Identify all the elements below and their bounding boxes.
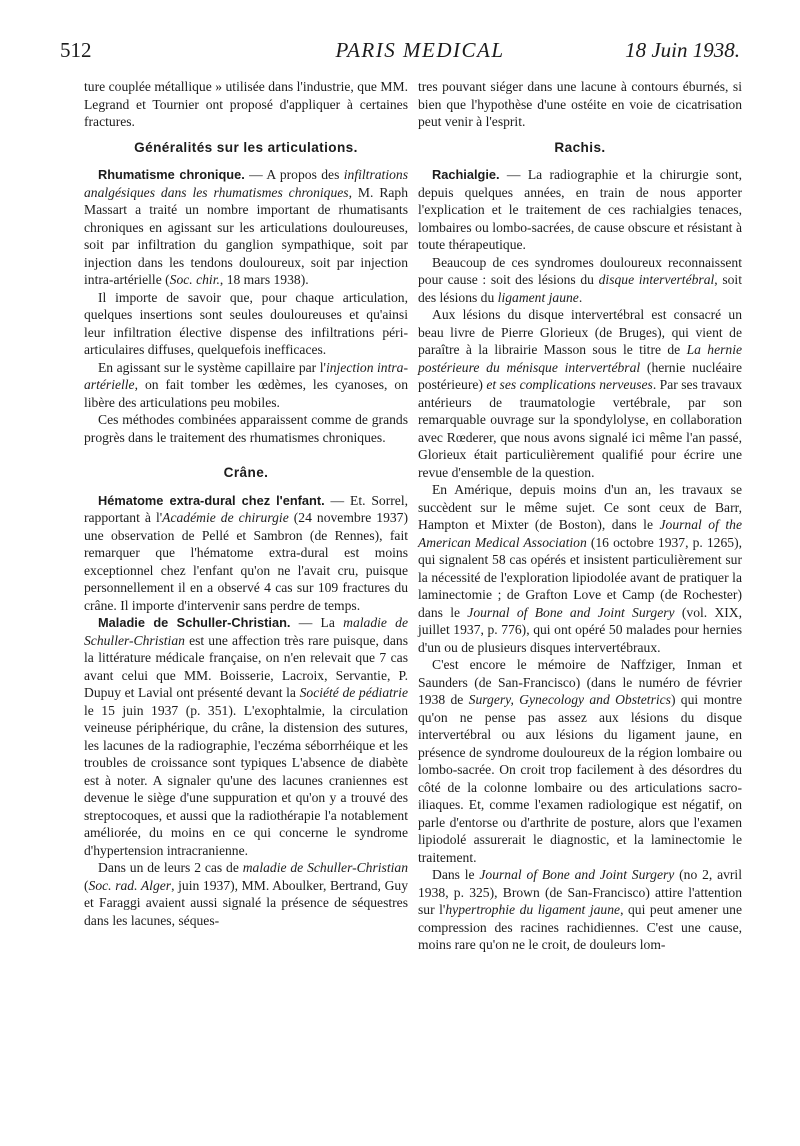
journal-title: PARIS MEDICAL [335,38,505,62]
left-column [84,78,408,929]
paragraph-amerique: En Amérique, depuis moins d'un an, les travaux se succèdent sur le même sujet. Ce sont ceux de Barr, Hampton et Mixter (de Boston), dans le Journal of the American Medical Association (16 octobre 1937, p. 1265), qui signalent 58 cas opérés et insistent particulièrement sur la nécessité de l'exploration lipiodolée avant de pratiquer la laminectomie ; de Grafton Love et Camp (de Rochester) dans le Journal of Bone and Joint Surgery (vol. XIX, juillet 1937, p. 776), qui ont opéré 50 malades pour hernies d'un ou de plusieurs disques intervertébraux. [418,482,743,655]
paragraph-dans-un: Dans un de leurs 2 cas de maladie de Schuller-Christian (Soc. rad. Alger, juin 1937), MM. Aboulker, Bertrand, Guy et Faraggi avaient aussi signalé la présence de séquestres dans les lacunes, séques- [84,860,409,928]
paragraph-rhumatisme: Rhumatisme chronique. — A propos des infiltrations analgésiques dans les rhumatismes chroniques, M. Raph Massart a traité un nombre important de rhumatisants chroniques en agissant sur les articulations douloureuses, soit par infiltration du ganglion sympathique, soit par injection dans les tendons douloureux, soit par injection intra-artérielle (Soc. chir., 18 mars 1938). [84,167,409,287]
paragraph-methodes: Ces méthodes combinées apparaissent comme de grands progrès dans le traitement des rhumatismes chroniques. [84,412,408,445]
paragraph-hematome: Hématome extra-dural chez l'enfant. — Et. Sorrel, rapportant à l'Académie de chirurgie (24 novembre 1937) une observation de Pellé et Sambron (de Rennes), fait remarquer que l'hématome extra-dural est moins exceptionnel chez l'enfant qu'on ne l'avait cru, puisque personnellement il en a observé 4 cas sur 109 fractures du crâne. Il importe d'intervenir sans perdre de temps. [84,492,408,613]
section-heading-articulations: Généralités sur les articulations. [134,139,358,155]
paragraph-aux-lesions: Aux lésions du disque intervertébral est consacré un beau livre de Pierre Glorieux (de Bruges), qui vient de paraître à la librairie Masson sous le titre de La hernie postérieure du ménisque intervertébral (hernie nucléaire postérieure) et ses complications nerveuses. Par ses travaux antérieurs de traumatologie vertébrale, par son remarquable ouvrage sur la spondylolyse, en collaboration avec Rœderer, que nous avons signalé ici même l'an passé, Glorieux était particulièrement qualifié pour écrire une revue d'ensemble de la question. [418,307,743,480]
issue-date: 18 Juin 1938. [625,38,740,62]
page-header [60,38,740,78]
paragraph-cest-encore: C'est encore le mémoire de Naffziger, Inman et Saunders (de San-Francisco) (dans le numéro de février 1938 de Surgery, Gynecology and Obstetrics) qui montre qu'on ne pense pas assez aux lésions du disque intervertébral ou aux lésions du ligament jaune, en présence de syndrome douloureux de la région lombaire ou lombo-sacrée. On croit trop facilement à des désordres du côté de la colonne lombaire ou des articulations sacro-iliaques. Et, comme l'examen radiologique est négatif, on parle d'entorse ou d'arthrite de posture, alors que l'examen lipiodolé assurerait le diagnostic, et la laminectomie le traitement. [418,657,742,865]
paragraph-beaucoup: Beaucoup de ces syndromes douloureux reconnaissent pour cause : soit des lésions du disque intervertébral, soit des lésions du ligament jaune. [418,254,742,305]
paragraph-continuation-right: tres pouvant siéger dans une lacune à contours éburnés, si bien que l'hypothèse d'une ostéite en voie de cicatrisation peut venir à l'esprit. [418,79,742,129]
paragraph-schuller: Maladie de Schuller-Christian. — La maladie de Schuller-Christian est une affection très rare puisque, dans la littérature médicale française, on n'en relevait que 7 cas avant celui que MM. Boisserie, Lacroix, Servantie, P. Dupuy et Lavial ont présenté devant la Société de pédiatrie le 15 juin 1937 (p. 351). L'exophtalmie, la circulation veineuse périphérique, du crâne, la distension des sutures, les lacunes de la radiographie, l'eczéma séborrhéique et les troubles de croissance sont typiques L'absence de diabète est à noter. A signaler qu'une des lacunes craniennes est devenue le siège d'une suppuration et qu'on y a trouvé des streptocoques, et aussi que la radiothérapie l'a notablement améliorée, du moins en ce qui concerne le syndrome d'hypertension intracranienne. [84,615,408,858]
subheading-hematome: Hématome extra-dural chez l'enfant. [98,492,325,508]
paragraph-dans-le-journal: Dans le Journal of Bone and Joint Surgery (no 2, avril 1938, p. 325), Brown (de San-Francisco) attire l'attention sur l'hypertrophie du ligament jaune, qui peut amener une compression des racines rachidiennes. C'est une cause, moins rare qu'on ne le croit, de douleurs lom- [418,867,742,952]
subheading-rhumatisme: Rhumatisme chronique. [98,167,245,182]
paragraph-importe: Il importe de savoir que, pour chaque articulation, quelques insertions sont seules douloureuses et qu'ainsi leur infiltration élective dispense des infiltrations péri-articulaires diffuses, quelquefois inefficaces. [84,289,408,357]
subheading-schuller: Maladie de Schuller-Christian. [98,615,291,630]
section-heading-crane: Crâne. [223,465,269,480]
subheading-rachialgie: Rachialgie. [432,167,500,182]
paragraph-agissant: En agissant sur le système capillaire par l'injection intra-artérielle, on fait tomber les œdèmes, les cyanoses, on libère des articulations peu mobiles. [84,359,408,410]
paragraph-continuation: ture couplée métallique » utilisée dans l'industrie, que MM. Legrand et Tournier ont proposé d'appliquer à certaines fractures. [84,79,408,129]
section-heading-rachis: Rachis. [554,139,606,155]
page-number: 512 [60,38,92,62]
paragraph-rachialgie: Rachialgie. — La radiographie et la chirurgie sont, depuis quelques années, en train de nous apporter l'explication et le traitement de ces rachialgies tenaces, lombaires ou lombo-sacrées, de cause obscure et résistant à toute thérapeutique. [418,167,742,252]
right-column [418,78,742,954]
